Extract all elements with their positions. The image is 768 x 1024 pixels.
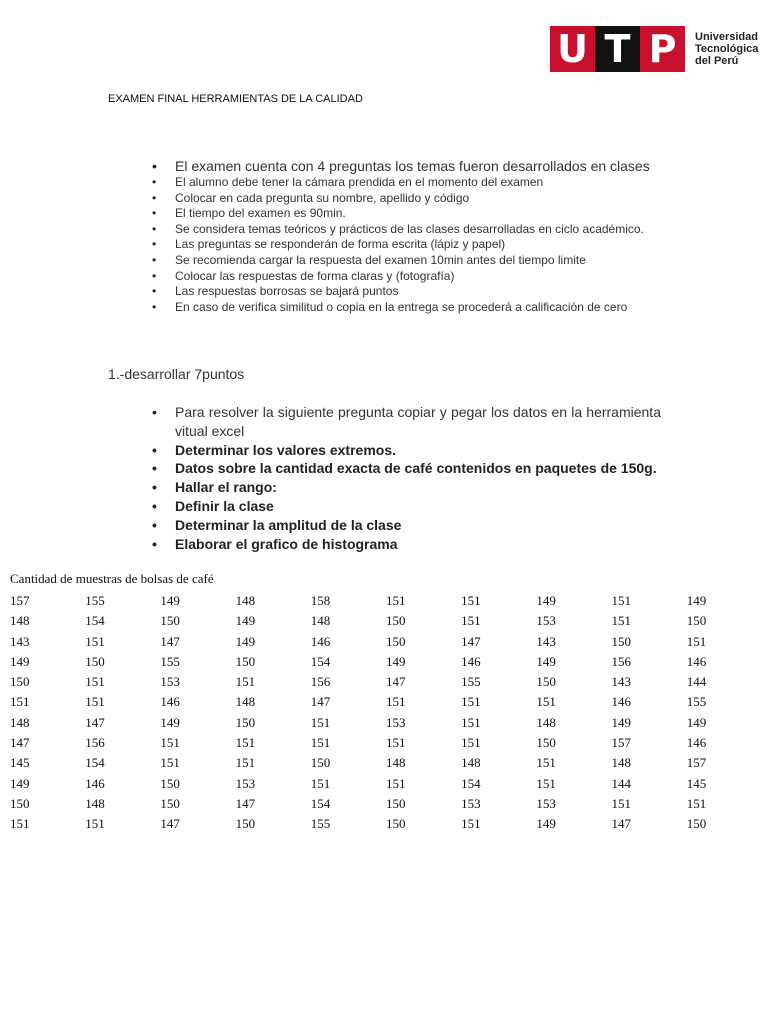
table-cell: 151: [461, 735, 481, 751]
table-cell: 149: [235, 633, 256, 649]
table-cell: 144: [686, 674, 707, 690]
university-name: [695, 31, 758, 67]
table-cell: 150: [235, 714, 256, 730]
table-cell: 154: [85, 755, 105, 771]
table-cell: 155: [310, 816, 331, 832]
table-cell: 153: [385, 714, 406, 730]
table-cell: 148: [461, 755, 481, 771]
table-cell: 150: [385, 633, 406, 649]
table-cell: 149: [686, 714, 707, 730]
table-cell: 148: [536, 714, 556, 730]
table-cell: 150: [385, 613, 406, 629]
table-cell: 150: [385, 816, 406, 832]
table-cell: 151: [385, 593, 406, 608]
instruction-item: • El examen cuenta con 4 preguntas los temas fueron desarrollados en clases: [148, 157, 668, 175]
utp-logo-mark: [550, 26, 685, 72]
question-task-item: • Elaborar el grafico de histograma: [148, 535, 661, 554]
table-cell: 151: [235, 755, 256, 771]
table-cell: 148: [310, 613, 331, 629]
instruction-item: • Se considera temas teóricos y prácticos de las clases desarrolladas en ciclo académico.: [148, 222, 668, 238]
table-cell: 145: [10, 755, 30, 771]
table-cell: 151: [686, 795, 707, 811]
coffee-samples-table-body: [10, 591, 762, 835]
logo-letter-u: U: [557, 27, 588, 71]
table-cell: 149: [536, 653, 556, 669]
table-cell: 151: [85, 694, 105, 710]
question-task-item: • Definir la clase: [148, 497, 661, 516]
coffee-samples-table: [10, 591, 762, 835]
table-cell: 143: [611, 674, 631, 690]
table-cell: 157: [686, 755, 707, 771]
table-cell: 151: [310, 714, 331, 730]
table-cell: 150: [536, 674, 556, 690]
question-heading: 1.-desarrollar 7puntos: [108, 366, 245, 382]
university-name-line: Tecnológica: [695, 43, 759, 55]
table-cell: 146: [686, 735, 707, 751]
question-tasks-list: [148, 403, 661, 553]
table-cell: 146: [160, 694, 180, 710]
table-cell: 151: [310, 735, 331, 751]
table-cell: 153: [235, 775, 256, 791]
table-cell: 148: [235, 694, 256, 710]
table-cell: 153: [461, 795, 481, 811]
table-cell: 151: [85, 674, 105, 690]
question-task-item: • Hallar el rango:: [148, 478, 661, 497]
table-cell: 150: [686, 816, 707, 832]
table-cell: 150: [10, 795, 30, 811]
table-cell: 147: [160, 633, 180, 649]
logo-letter-p: P: [648, 27, 677, 71]
table-cell: 150: [235, 653, 256, 669]
table-cell: 148: [10, 613, 30, 629]
table-cell: 151: [461, 613, 481, 629]
instruction-item: • El tiempo del examen es 90min.: [148, 206, 668, 222]
table-cell: 143: [10, 633, 30, 649]
table-cell: 151: [10, 816, 30, 832]
table-cell: 150: [385, 795, 406, 811]
table-cell: 147: [310, 694, 331, 710]
table-cell: 154: [461, 775, 481, 791]
utp-logo: [550, 26, 758, 72]
table-caption: Cantidad de muestras de bolsas de café: [10, 571, 214, 586]
table-cell: 147: [85, 714, 105, 730]
table-cell: 149: [10, 775, 30, 791]
table-cell: 151: [160, 735, 180, 751]
table-cell: 151: [461, 714, 481, 730]
table-cell: 149: [611, 714, 631, 730]
table-cell: 151: [461, 694, 481, 710]
instruction-item: • Las respuestas borrosas se bajará puntos: [148, 284, 668, 300]
table-cell: 150: [160, 775, 180, 791]
question-task-item: • Determinar la amplitud de la clase: [148, 516, 661, 535]
table-cell: 146: [686, 653, 707, 669]
table-cell: 151: [536, 775, 556, 791]
table-cell: 157: [611, 735, 631, 751]
table-cell: 151: [385, 735, 406, 751]
table-cell: 147: [461, 633, 481, 649]
exam-title: EXAMEN FINAL HERRAMIENTAS DE LA CALIDAD: [108, 93, 363, 105]
table-cell: 156: [611, 653, 631, 669]
table-cell: 151: [385, 694, 406, 710]
table-cell: 150: [10, 674, 30, 690]
table-cell: 151: [536, 755, 556, 771]
instruction-item: • El alumno debe tener la cámara prendida en el momento del examen: [148, 175, 668, 191]
table-cell: 146: [611, 694, 631, 710]
table-cell: 151: [461, 593, 481, 608]
table-cell: 151: [85, 816, 105, 832]
table-cell: 155: [461, 674, 481, 690]
table-cell: 150: [160, 613, 180, 629]
table-cell: 146: [461, 653, 481, 669]
table-cell: 149: [10, 653, 30, 669]
table-cell: 149: [536, 816, 556, 832]
table-cell: 153: [160, 674, 180, 690]
table-cell: 154: [310, 653, 331, 669]
table-cell: 151: [385, 775, 406, 791]
instruction-item: • Colocar en cada pregunta su nombre, apellido y código: [148, 191, 668, 207]
table-cell: 148: [235, 593, 256, 608]
table-cell: 151: [235, 735, 256, 751]
table-cell: 145: [686, 775, 707, 791]
question-task-item: • Para resolver la siguiente pregunta copiar y pegar los datos en la herramienta vitual excel: [148, 403, 661, 441]
table-cell: 150: [160, 795, 180, 811]
table-cell: 154: [85, 613, 105, 629]
table-cell: 148: [85, 795, 105, 811]
table-row: [10, 713, 762, 733]
table-row: [10, 794, 762, 814]
question-task-item: • Datos sobre la cantidad exacta de café contenidos en paquetes de 150g.: [148, 459, 661, 478]
table-cell: 151: [160, 755, 180, 771]
table-cell: 150: [686, 613, 707, 629]
table-cell: 148: [385, 755, 406, 771]
table-cell: 151: [611, 613, 631, 629]
table-cell: 157: [10, 593, 30, 608]
table-cell: 153: [536, 795, 556, 811]
table-cell: 149: [160, 714, 180, 730]
table-cell: 144: [611, 775, 631, 791]
instruction-item: • En caso de verifica similitud o copia en la entrega se procederá a calificación de cero: [148, 300, 668, 316]
instruction-item: • Se recomienda cargar la respuesta del examen 10min antes del tiempo limite: [148, 253, 668, 269]
table-row: [10, 814, 762, 834]
table-cell: 148: [10, 714, 30, 730]
table-cell: 156: [310, 674, 331, 690]
table-row: [10, 753, 762, 773]
table-cell: 150: [235, 816, 256, 832]
table-cell: 154: [310, 795, 331, 811]
table-cell: 150: [310, 755, 331, 771]
table-cell: 151: [611, 795, 631, 811]
instruction-item: • Colocar las respuestas de forma claras y (fotografía): [148, 269, 668, 285]
table-cell: 149: [686, 593, 707, 608]
table-cell: 151: [536, 694, 556, 710]
table-cell: 158: [310, 593, 331, 608]
question-task-item: • Determinar los valores extremos.: [148, 441, 661, 460]
table-row: [10, 774, 762, 794]
table-cell: 150: [611, 633, 631, 649]
table-cell: 149: [536, 593, 556, 608]
table-cell: 155: [160, 653, 180, 669]
table-cell: 155: [85, 593, 105, 608]
table-row: [10, 672, 762, 692]
table-row: [10, 591, 762, 611]
table-cell: 150: [85, 653, 105, 669]
table-cell: 147: [160, 816, 180, 832]
table-cell: 150: [536, 735, 556, 751]
table-row: [10, 733, 762, 753]
table-cell: 147: [10, 735, 30, 751]
table-cell: 155: [686, 694, 707, 710]
table-cell: 151: [10, 694, 30, 710]
table-cell: 147: [385, 674, 406, 690]
logo-letter-t: T: [595, 26, 640, 72]
table-cell: 151: [461, 816, 481, 832]
university-name-line: Universidad: [695, 31, 758, 43]
table-cell: 156: [85, 735, 105, 751]
table-cell: 151: [85, 633, 105, 649]
table-row: [10, 632, 762, 652]
table-row: [10, 692, 762, 712]
instruction-item: • Las preguntas se responderán de forma escrita (lápiz y papel): [148, 237, 668, 253]
table-cell: 151: [235, 674, 256, 690]
table-row: [10, 611, 762, 631]
table-cell: 149: [385, 653, 406, 669]
table-cell: 151: [310, 775, 331, 791]
table-row: [10, 652, 762, 672]
table-cell: 147: [235, 795, 256, 811]
table-cell: 153: [536, 613, 556, 629]
instructions-list: [148, 157, 668, 315]
table-cell: 149: [235, 613, 256, 629]
table-cell: 147: [611, 816, 631, 832]
table-cell: 151: [686, 633, 707, 649]
table-cell: 143: [536, 633, 556, 649]
table-cell: 146: [85, 775, 105, 791]
table-cell: 149: [160, 593, 180, 608]
table-cell: 151: [611, 593, 631, 608]
table-cell: 148: [611, 755, 631, 771]
university-name-line: del Perú: [695, 55, 739, 67]
table-cell: 146: [310, 633, 331, 649]
